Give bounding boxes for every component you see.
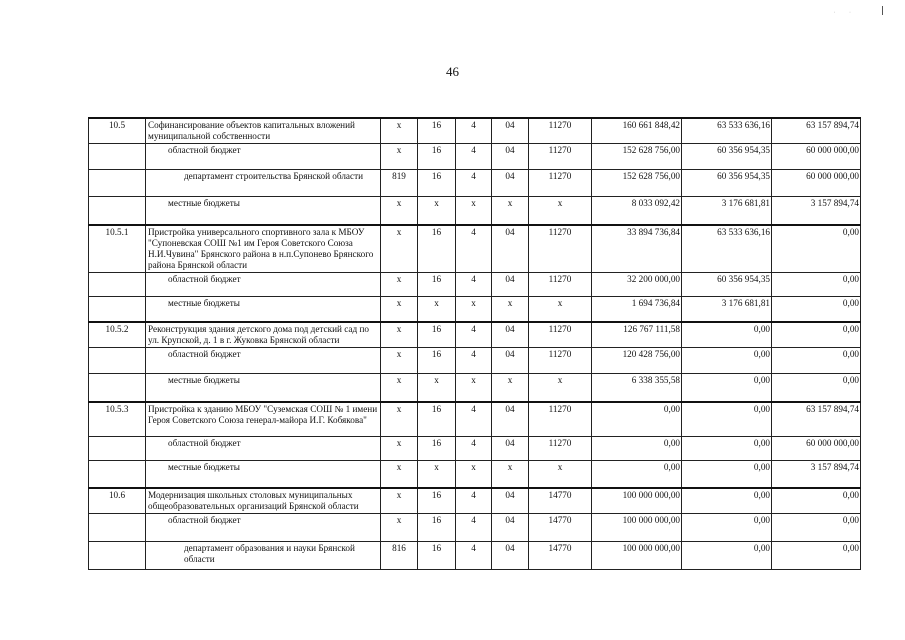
cell-amount-1: 0,00 — [592, 402, 682, 437]
cell-amount-2: 63 533 636,16 — [682, 118, 772, 144]
cell-amount-3: 0,00 — [772, 322, 861, 348]
cell-subsection: 4 — [456, 437, 492, 461]
cell-amount-3: 0,00 — [772, 541, 861, 569]
cell-program: 04 — [492, 513, 529, 541]
cell-section: 16 — [418, 402, 456, 437]
cell-amount-2: 0,00 — [682, 461, 772, 488]
page-number: 46 — [446, 64, 459, 79]
cell-amount-3: 60 000 000,00 — [772, 170, 861, 197]
table-row — [89, 118, 861, 144]
row-name: Модернизация школьных столовых муниципальных общеобразовательных организаций Брянской области — [146, 488, 381, 514]
cell-amount-2: 0,00 — [682, 488, 772, 514]
row-name: областной бюджет — [146, 272, 381, 296]
table-row — [89, 296, 861, 322]
row-name: областной бюджет — [146, 348, 381, 374]
row-code — [89, 144, 146, 170]
row-name: местные бюджеты — [146, 197, 381, 225]
cell-amount-2: 0,00 — [682, 402, 772, 437]
cell-amount-3: 3 157 894,74 — [772, 197, 861, 225]
table-row — [89, 513, 861, 541]
cell-direction: 11270 — [529, 225, 592, 273]
cell-amount-1: 0,00 — [592, 461, 682, 488]
table-row — [89, 437, 861, 461]
cell-section: 16 — [418, 272, 456, 296]
cell-direction: 11270 — [529, 272, 592, 296]
cell-program: 04 — [492, 272, 529, 296]
cell-section: 16 — [418, 144, 456, 170]
cell-direction: 11270 — [529, 402, 592, 437]
cell-amount-2: 60 356 954,35 — [682, 144, 772, 170]
cell-amount-1: 1 694 736,84 — [592, 296, 682, 322]
cell-direction: 11270 — [529, 437, 592, 461]
table-row — [89, 374, 861, 402]
cell-amount-1: 33 894 736,84 — [592, 225, 682, 273]
row-code — [89, 272, 146, 296]
cell-program: 04 — [492, 437, 529, 461]
row-code — [89, 348, 146, 374]
row-name: департамент строительства Брянской области — [146, 170, 381, 197]
cell-amount-3: 0,00 — [772, 225, 861, 273]
cell-gp: x — [381, 144, 418, 170]
cell-amount-2: 0,00 — [682, 348, 772, 374]
cell-amount-3: 60 000 000,00 — [772, 144, 861, 170]
cell-gp: 816 — [381, 541, 418, 569]
table-row — [89, 197, 861, 225]
cell-direction: x — [529, 461, 592, 488]
table-row — [89, 488, 861, 514]
cell-subsection: x — [456, 296, 492, 322]
cell-amount-2: 63 533 636,16 — [682, 225, 772, 273]
cell-amount-1: 100 000 000,00 — [592, 488, 682, 514]
cell-program: 04 — [492, 402, 529, 437]
row-name: областной бюджет — [146, 144, 381, 170]
cell-amount-2: 60 356 954,35 — [682, 170, 772, 197]
cell-amount-1: 160 661 848,42 — [592, 118, 682, 144]
cell-section: 16 — [418, 488, 456, 514]
cell-section: 16 — [418, 118, 456, 144]
cell-subsection: x — [456, 197, 492, 225]
cell-section: 16 — [418, 437, 456, 461]
cell-gp: x — [381, 374, 418, 402]
table-row — [89, 461, 861, 488]
cell-direction: x — [529, 296, 592, 322]
row-code: 10.5.2 — [89, 322, 146, 348]
cell-amount-3: 0,00 — [772, 374, 861, 402]
cell-direction: 11270 — [529, 118, 592, 144]
table-row — [89, 272, 861, 296]
cell-amount-1: 100 000 000,00 — [592, 513, 682, 541]
cell-program: x — [492, 374, 529, 402]
table-row — [89, 225, 861, 273]
budget-table-body — [89, 118, 861, 569]
scan-dots: · · — [833, 10, 857, 16]
cell-amount-1: 32 200 000,00 — [592, 272, 682, 296]
cell-section: x — [418, 296, 456, 322]
cell-amount-3: 63 157 894,74 — [772, 402, 861, 437]
cell-subsection: x — [456, 461, 492, 488]
cell-section: x — [418, 197, 456, 225]
table-row — [89, 348, 861, 374]
cell-amount-1: 0,00 — [592, 437, 682, 461]
table-row — [89, 170, 861, 197]
cell-amount-3: 63 157 894,74 — [772, 118, 861, 144]
cell-amount-1: 6 338 355,58 — [592, 374, 682, 402]
cell-amount-2: 0,00 — [682, 437, 772, 461]
cell-subsection: 4 — [456, 144, 492, 170]
cell-gp: x — [381, 437, 418, 461]
budget-table — [88, 117, 861, 570]
cell-amount-3: 0,00 — [772, 348, 861, 374]
cell-program: 04 — [492, 118, 529, 144]
cell-amount-3: 0,00 — [772, 296, 861, 322]
cell-amount-3: 3 157 894,74 — [772, 461, 861, 488]
row-name: областной бюджет — [146, 437, 381, 461]
cell-amount-1: 152 628 756,00 — [592, 170, 682, 197]
cell-amount-3: 0,00 — [772, 272, 861, 296]
row-name: Пристройка к зданию МБОУ "Суземская СОШ № 1 имени Героя Советского Союза генерал-майора И.Г. Кобякова" — [146, 402, 381, 437]
row-code — [89, 170, 146, 197]
cell-program: x — [492, 197, 529, 225]
cell-gp: x — [381, 272, 418, 296]
cell-section: x — [418, 374, 456, 402]
table-row — [89, 144, 861, 170]
cell-amount-3: 0,00 — [772, 513, 861, 541]
cell-program: 04 — [492, 488, 529, 514]
cell-amount-2: 0,00 — [682, 513, 772, 541]
cell-subsection: 4 — [456, 225, 492, 273]
row-name: Пристройка универсального спортивного зала к МБОУ "Супоневская СОШ №1 им Героя Советского Союза Н.И.Чувина" Брянского района в н.п.Супонево Брянского района Брянской области — [146, 225, 381, 273]
cell-direction: 14770 — [529, 513, 592, 541]
cell-subsection: 4 — [456, 488, 492, 514]
cell-subsection: 4 — [456, 322, 492, 348]
cell-gp: x — [381, 513, 418, 541]
row-name: местные бюджеты — [146, 461, 381, 488]
cell-program: 04 — [492, 144, 529, 170]
cell-direction: 11270 — [529, 322, 592, 348]
row-code: 10.5.1 — [89, 225, 146, 273]
cell-subsection: x — [456, 374, 492, 402]
cell-program: x — [492, 461, 529, 488]
scan-mark — [882, 6, 883, 15]
cell-amount-2: 0,00 — [682, 322, 772, 348]
row-code — [89, 541, 146, 569]
cell-gp: x — [381, 118, 418, 144]
cell-program: x — [492, 296, 529, 322]
row-name: местные бюджеты — [146, 374, 381, 402]
cell-gp: 819 — [381, 170, 418, 197]
cell-section: x — [418, 461, 456, 488]
cell-section: 16 — [418, 170, 456, 197]
row-name: Реконструкция здания детского дома под детский сад по ул. Крупской, д. 1 в г. Жуковка Брянской области — [146, 322, 381, 348]
cell-direction: 11270 — [529, 144, 592, 170]
cell-amount-2: 0,00 — [682, 374, 772, 402]
cell-section: 16 — [418, 348, 456, 374]
cell-section: 16 — [418, 541, 456, 569]
row-code — [89, 374, 146, 402]
cell-program: 04 — [492, 322, 529, 348]
row-code — [89, 437, 146, 461]
row-name: департамент образования и науки Брянской области — [146, 541, 381, 569]
cell-gp: x — [381, 488, 418, 514]
table-row — [89, 322, 861, 348]
cell-direction: 14770 — [529, 488, 592, 514]
row-code — [89, 461, 146, 488]
cell-gp: x — [381, 402, 418, 437]
cell-amount-1: 100 000 000,00 — [592, 541, 682, 569]
row-code: 10.5 — [89, 118, 146, 144]
cell-direction: x — [529, 197, 592, 225]
cell-subsection: 4 — [456, 272, 492, 296]
cell-gp: x — [381, 348, 418, 374]
cell-section: 16 — [418, 225, 456, 273]
cell-gp: x — [381, 225, 418, 273]
cell-amount-1: 120 428 756,00 — [592, 348, 682, 374]
cell-amount-1: 8 033 092,42 — [592, 197, 682, 225]
row-name: областной бюджет — [146, 513, 381, 541]
cell-direction: 11270 — [529, 348, 592, 374]
cell-subsection: 4 — [456, 348, 492, 374]
table-row — [89, 541, 861, 569]
cell-direction: 11270 — [529, 170, 592, 197]
cell-gp: x — [381, 461, 418, 488]
cell-direction: x — [529, 374, 592, 402]
row-code: 10.6 — [89, 488, 146, 514]
cell-subsection: 4 — [456, 170, 492, 197]
cell-gp: x — [381, 197, 418, 225]
cell-amount-2: 60 356 954,35 — [682, 272, 772, 296]
cell-amount-3: 60 000 000,00 — [772, 437, 861, 461]
cell-program: 04 — [492, 541, 529, 569]
cell-amount-3: 0,00 — [772, 488, 861, 514]
table-row — [89, 402, 861, 437]
cell-amount-2: 0,00 — [682, 541, 772, 569]
row-code — [89, 513, 146, 541]
cell-program: 04 — [492, 348, 529, 374]
cell-section: 16 — [418, 322, 456, 348]
row-code — [89, 197, 146, 225]
cell-gp: x — [381, 322, 418, 348]
cell-gp: x — [381, 296, 418, 322]
cell-subsection: 4 — [456, 541, 492, 569]
row-code: 10.5.3 — [89, 402, 146, 437]
row-name: Софинансирование объектов капитальных вложений муниципальной собственности — [146, 118, 381, 144]
cell-amount-1: 152 628 756,00 — [592, 144, 682, 170]
cell-amount-2: 3 176 681,81 — [682, 197, 772, 225]
cell-subsection: 4 — [456, 118, 492, 144]
cell-subsection: 4 — [456, 402, 492, 437]
cell-program: 04 — [492, 225, 529, 273]
cell-subsection: 4 — [456, 513, 492, 541]
cell-section: 16 — [418, 513, 456, 541]
cell-direction: 14770 — [529, 541, 592, 569]
row-name: местные бюджеты — [146, 296, 381, 322]
cell-amount-2: 3 176 681,81 — [682, 296, 772, 322]
cell-program: 04 — [492, 170, 529, 197]
row-code — [89, 296, 146, 322]
cell-amount-1: 126 767 111,58 — [592, 322, 682, 348]
